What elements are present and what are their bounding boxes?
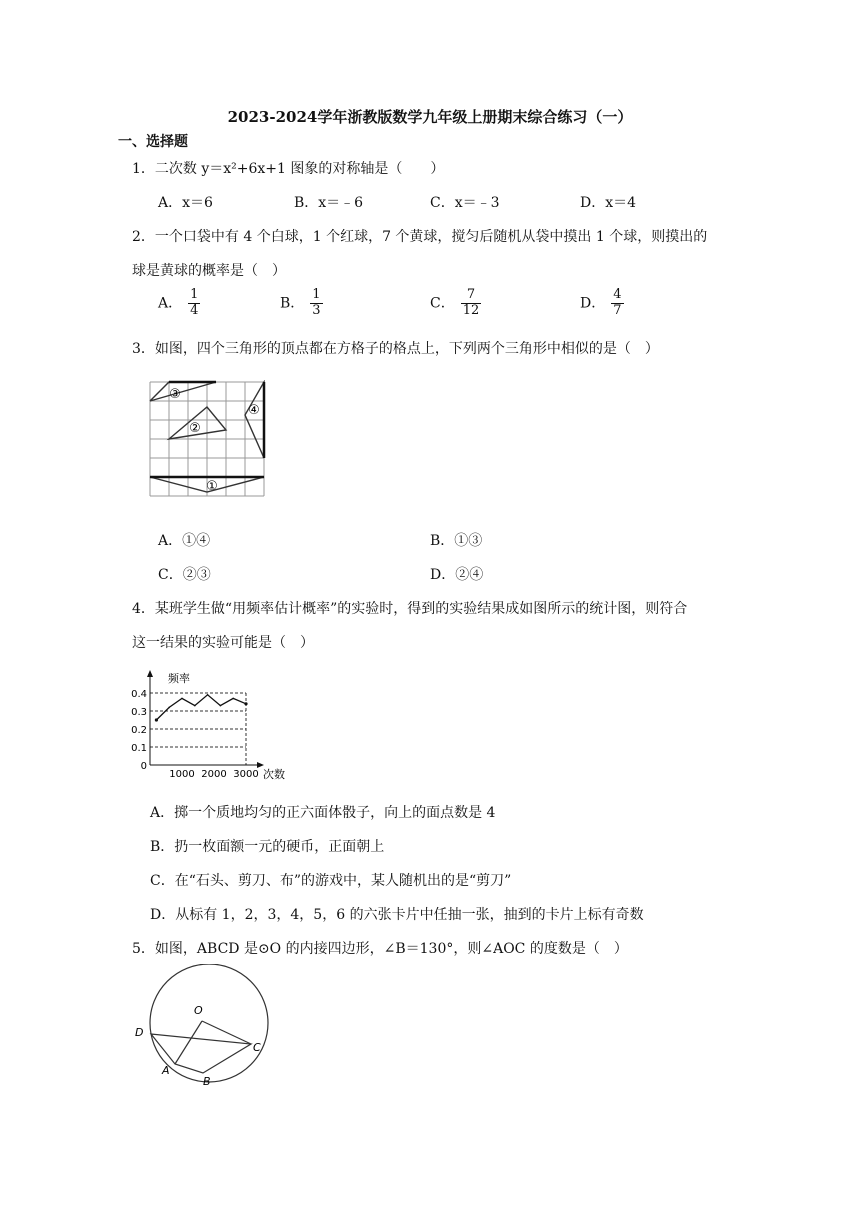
point-label-b: B <box>203 1075 211 1088</box>
point-label-d: D <box>135 1026 144 1039</box>
denominator: 3 <box>312 302 321 318</box>
q2-option-b <box>280 288 323 319</box>
q5-stem: 5．如图，ABCD 是⊙O 的内接四边形，∠B＝130°，则∠AOC 的度数是（ ） <box>132 941 628 957</box>
data-point <box>232 698 234 700</box>
q2-option-c <box>430 288 481 319</box>
data-point <box>194 705 196 707</box>
q3-option-d: D．②④ <box>430 567 484 583</box>
q4-option-b: B．扔一枚面额一元的硬币，正面朝上 <box>150 839 385 855</box>
x-tick-labels <box>169 769 258 780</box>
label-3: ③ <box>169 387 181 402</box>
q4-option-d: D．从标有 1，2，3，4，5，6 的六张卡片中任抽一张，抽到的卡片上标有奇数 <box>150 907 644 923</box>
point-label-a: A <box>162 1064 170 1077</box>
point-label-o: O <box>194 1004 203 1017</box>
data-point <box>244 702 247 705</box>
q2-stem-line2: 球是黄球的概率是（ ） <box>132 263 286 279</box>
q5-circle-figure <box>132 964 274 1088</box>
y-tick-label: 0.2 <box>131 725 147 736</box>
y-axis-arrow <box>147 670 153 677</box>
q4-option-a: A．掷一个质地均匀的正六面体骰子，向上的面点数是 4 <box>150 805 496 821</box>
chart-gridlines <box>150 693 246 765</box>
segment-oc <box>202 1021 251 1044</box>
q3-option-b: B．①③ <box>430 533 483 549</box>
q2-option-d-fraction <box>611 288 623 319</box>
q2-option-b-fraction <box>310 288 322 319</box>
data-point <box>181 698 183 700</box>
x-tick-label: 3000 <box>233 769 259 780</box>
segment-oa <box>175 1021 202 1064</box>
triangle-3 <box>150 382 216 401</box>
numerator: 7 <box>461 288 482 304</box>
q2-option-a-fraction <box>188 288 200 319</box>
x-axis-label: 次数 <box>263 768 285 780</box>
q2-option-c-letter: C． <box>430 295 455 312</box>
data-point <box>168 707 170 709</box>
q1-option-c: C．x＝﹣3 <box>430 195 500 211</box>
q2-option-d <box>580 288 624 319</box>
numerator: 4 <box>613 287 622 302</box>
q2-option-d-letter: D． <box>580 295 606 312</box>
numerator: 1 <box>312 287 321 302</box>
data-point <box>207 694 209 696</box>
label-1: ① <box>206 479 218 494</box>
page-title: 2023-2024学年浙教版数学九年级上册期末综合练习（一） <box>227 108 633 126</box>
y-axis-label: 频率 <box>168 672 190 685</box>
label-2: ② <box>189 421 201 436</box>
q2-option-c-fraction <box>461 288 482 319</box>
q2-option-a <box>158 288 200 319</box>
q2-stem-line1: 2．一个口袋中有 4 个白球，1 个红球，7 个黄球，搅匀后随机从袋中摸出 1 个球，则摸出的 <box>132 229 708 245</box>
q3-grid-figure <box>148 380 266 498</box>
q1-option-d: D．x＝4 <box>580 195 637 211</box>
q2-option-a-letter: A． <box>158 295 183 312</box>
denominator: 4 <box>190 302 199 318</box>
y-tick-labels <box>131 689 147 772</box>
y-tick-label: 0.1 <box>131 743 147 754</box>
data-point <box>155 718 158 721</box>
frequency-series-points <box>155 694 248 722</box>
denominator: 7 <box>613 302 622 318</box>
point-label-c: C <box>253 1041 261 1054</box>
q3-option-a: A．①④ <box>158 533 211 549</box>
q1-option-b: B．x＝﹣6 <box>294 195 364 211</box>
x-tick-label: 1000 <box>169 769 195 780</box>
q4-stem-line2: 这一结果的实验可能是（ ） <box>132 635 314 651</box>
numerator: 1 <box>190 287 199 302</box>
q1-stem: 1．二次数 y＝x²+6x+1 图象的对称轴是（ ） <box>132 161 445 177</box>
q2-option-b-letter: B． <box>280 295 305 312</box>
y-tick-label: 0.4 <box>131 689 147 700</box>
y-tick-label: 0.3 <box>131 707 147 718</box>
q4-stem-line1: 4．某班学生做“用频率估计概率”的实验时，得到的实验结果成如图所示的统计图，则符合 <box>132 601 688 617</box>
denominator: 12 <box>462 302 480 318</box>
q4-option-c: C．在“石头、剪刀、布”的游戏中，某人随机出的是“剪刀” <box>150 873 512 889</box>
q3-option-c: C．②③ <box>158 567 211 583</box>
data-point <box>220 705 222 707</box>
section-heading: 一、选择题 <box>118 134 188 150</box>
q1-option-a: A．x＝6 <box>158 195 213 211</box>
label-4: ④ <box>248 403 260 418</box>
q4-frequency-chart <box>128 668 300 780</box>
x-tick-label: 2000 <box>201 769 227 780</box>
q3-stem: 3．如图，四个三角形的顶点都在方格子的格点上，下列两个三角形中相似的是（ ） <box>132 341 659 357</box>
y-tick-label: 0 <box>140 761 147 772</box>
